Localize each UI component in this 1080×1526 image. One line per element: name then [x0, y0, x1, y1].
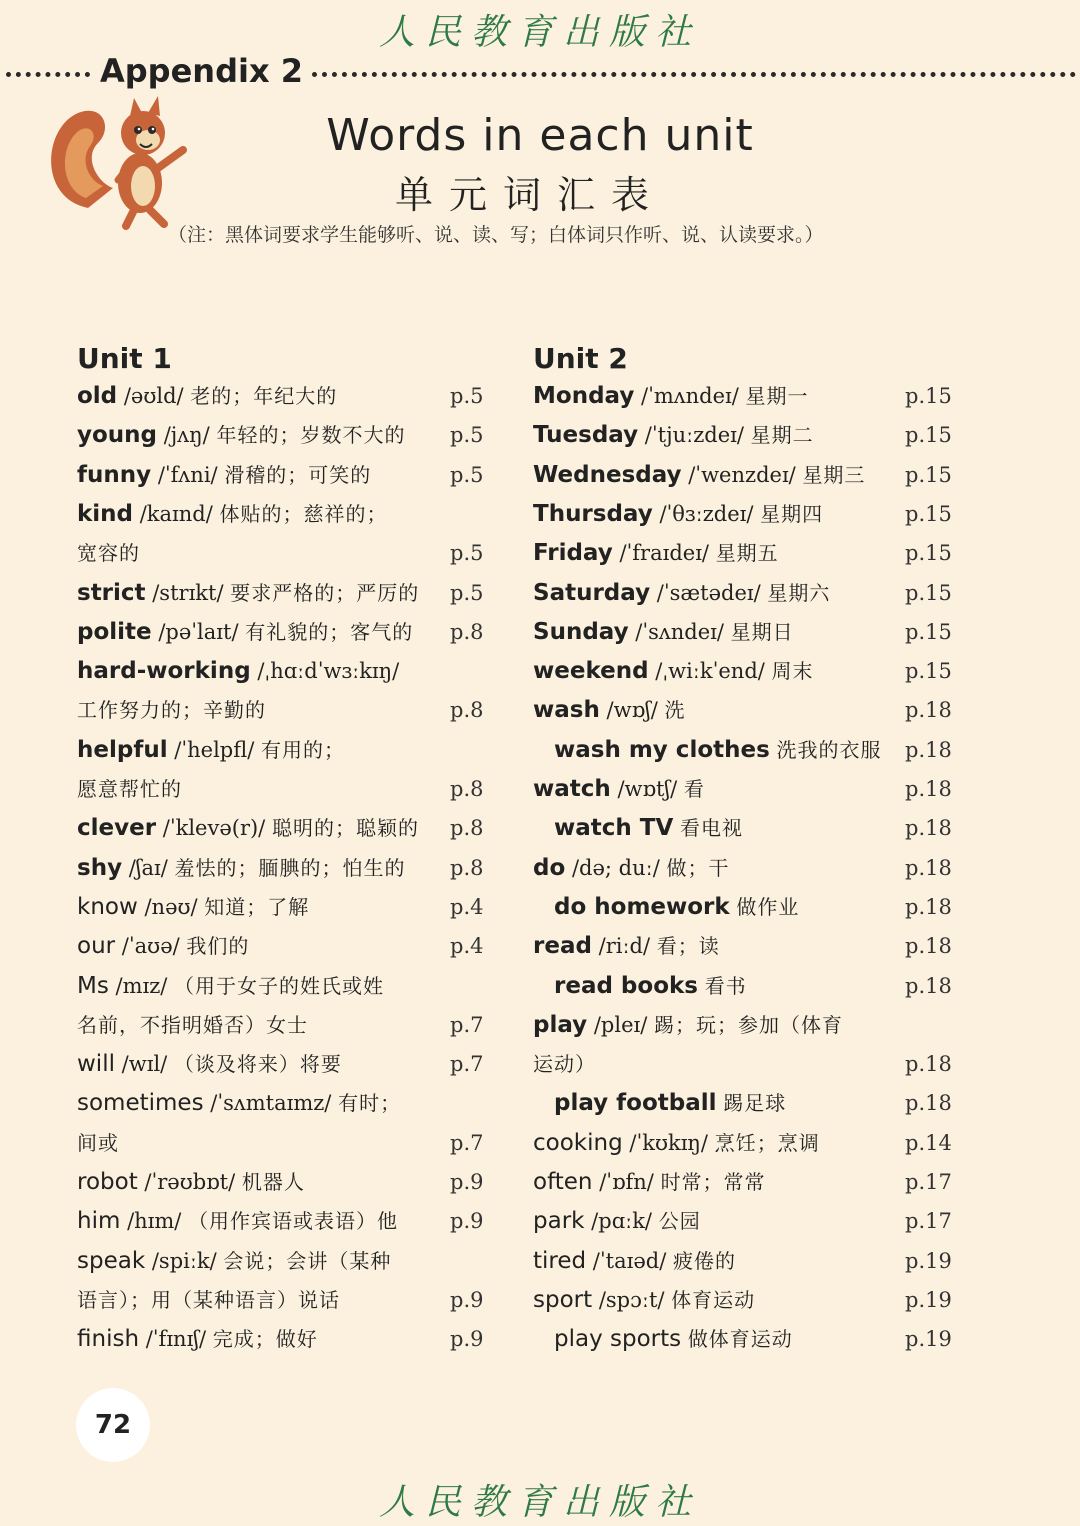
vocab-phonetic: /nəʊ/: [144, 895, 198, 919]
vocab-phonetic: /ˌhɑːdˈwɜːkɪŋ/: [257, 659, 400, 683]
vocab-word: polite: [77, 619, 152, 645]
vocab-line: [533, 1124, 820, 1163]
vocab-page-ref: p.9: [450, 1327, 484, 1351]
vocab-page-ref: p.9: [450, 1288, 484, 1312]
vocab-meaning: 做作业: [736, 895, 800, 919]
vocab-phonetic: /hɪm/: [127, 1209, 182, 1233]
vocab-phonetic: /mɪz/: [115, 974, 168, 998]
vocab-page-ref: p.18: [905, 895, 952, 919]
dotted-rule-left: [6, 72, 90, 77]
vocab-page-ref: p.5: [450, 384, 484, 408]
vocab-word: know: [77, 894, 138, 920]
vocab-meaning: 洗: [664, 698, 686, 722]
vocab-phonetic: /wɒʃ/: [606, 698, 658, 722]
vocab-meaning: 星期二: [750, 423, 814, 447]
vocab-meaning: 有礼貌的；客气的: [245, 620, 414, 644]
vocab-meaning: 踢足球: [723, 1091, 787, 1115]
vocab-page-ref: p.8: [450, 816, 484, 840]
vocab-page-ref: p.8: [450, 620, 484, 644]
vocab-meaning: 宽容的: [77, 541, 140, 565]
vocab-word: do: [533, 855, 566, 881]
vocab-line: [554, 1084, 786, 1123]
vocab-line: [77, 1202, 398, 1241]
vocab-page-ref: p.5: [450, 423, 484, 447]
vocab-page-ref: p.18: [905, 738, 952, 762]
vocab-page-ref: p.17: [905, 1170, 952, 1194]
vocab-page-ref: p.5: [450, 463, 484, 487]
vocab-phonetic: /ˈɒfn/: [599, 1170, 654, 1194]
vocab-meaning: 星期日: [730, 620, 794, 644]
vocab-page-ref: p.5: [450, 581, 484, 605]
vocab-word: Ms: [77, 973, 109, 999]
vocab-line: [77, 456, 371, 495]
vocab-line: [533, 1045, 596, 1084]
vocab-word: Tuesday: [533, 422, 639, 448]
vocab-line: [77, 927, 249, 966]
vocab-page-ref: p.15: [905, 502, 952, 526]
dotted-rule-right: [312, 72, 1076, 77]
vocab-line: [77, 534, 140, 573]
vocab-phonetic: /kaɪnd/: [139, 502, 213, 526]
vocab-phonetic: /pɑːk/: [591, 1209, 653, 1233]
vocab-line: [533, 770, 705, 809]
vocab-word: cooking: [533, 1130, 623, 1156]
vocab-word: helpful: [77, 737, 168, 763]
vocab-meaning: 做；干: [666, 856, 730, 880]
vocab-phonetic: /ʃaɪ/: [128, 856, 168, 880]
vocab-phonetic: /ˈmʌndeɪ/: [641, 384, 739, 408]
vocab-line: [533, 574, 830, 613]
vocab-line: [533, 377, 809, 416]
vocab-meaning: 完成；做好: [212, 1327, 318, 1351]
vocab-line: [77, 731, 345, 770]
vocab-word: read: [533, 933, 592, 959]
vocab-meaning: 做体育运动: [687, 1327, 793, 1351]
vocab-page-ref: p.4: [450, 934, 484, 958]
vocab-line: [77, 495, 388, 534]
appendix-banner: [0, 52, 1080, 92]
vocab-line: [77, 1006, 308, 1045]
vocab-line: [533, 1006, 843, 1045]
vocab-meaning: 机器人: [241, 1170, 305, 1194]
vocab-meaning: 星期三: [802, 463, 866, 487]
vocab-line: [77, 574, 419, 613]
vocab-page-ref: p.15: [905, 463, 952, 487]
vocab-word: play football: [554, 1090, 717, 1116]
vocab-meaning: 看: [683, 777, 705, 801]
vocab-meaning: 星期四: [760, 502, 824, 526]
publisher-header: 人民教育出版社: [378, 12, 701, 53]
vocab-word: play: [533, 1012, 588, 1038]
vocab-line: [554, 888, 799, 927]
vocab-page-ref: p.19: [905, 1288, 952, 1312]
vocab-page-ref: p.18: [905, 777, 952, 801]
vocab-word: Saturday: [533, 580, 651, 606]
vocab-phonetic: /ˈsʌmtaɪmz/: [210, 1091, 332, 1115]
vocab-line: [533, 534, 779, 573]
vocab-meaning: 体育运动: [671, 1288, 756, 1312]
vocab-page-ref: p.9: [450, 1209, 484, 1233]
vocab-page-ref: p.14: [905, 1131, 952, 1155]
vocab-phonetic: /spiːk/: [151, 1249, 217, 1273]
vocab-meaning: （谈及将来）将要: [173, 1052, 342, 1076]
vocab-meaning: 工作努力的；辛勤的: [77, 698, 266, 722]
usage-note: （注：黑体词要求学生能够听、说、读、写；白体词只作听、说、认读要求。）: [168, 224, 824, 246]
vocab-word: kind: [77, 501, 134, 527]
vocab-meaning: 有用的；: [261, 738, 346, 762]
vocab-word: shy: [77, 855, 123, 881]
vocab-meaning: 知道；了解: [204, 895, 310, 919]
vocab-page-ref: p.7: [450, 1131, 484, 1155]
vocab-word: Friday: [533, 540, 613, 566]
vocab-word: watch: [533, 776, 611, 802]
vocab-word: Monday: [533, 383, 635, 409]
vocab-line: [533, 652, 814, 691]
vocab-word: strict: [77, 580, 146, 606]
vocab-phonetic: /ˈtjuːzdeɪ/: [644, 423, 744, 447]
vocab-meaning: 要求严格的；严厉的: [230, 581, 420, 605]
vocab-phonetic: /ˈfɪnɪʃ/: [145, 1327, 207, 1351]
vocab-page-ref: p.19: [905, 1327, 952, 1351]
vocab-word: wash my clothes: [554, 737, 770, 763]
vocab-word: young: [77, 422, 158, 448]
page-title-chinese: 单元词汇表: [394, 173, 665, 217]
vocab-line: [77, 1242, 391, 1281]
vocab-line: [77, 691, 266, 730]
vocab-meaning: 公园: [658, 1209, 701, 1233]
vocab-phonetic: /wɒtʃ/: [617, 777, 678, 801]
vocab-page-ref: p.18: [905, 1091, 952, 1115]
vocab-page-ref: p.4: [450, 895, 484, 919]
vocab-page-ref: p.18: [905, 1052, 952, 1076]
vocab-meaning: 洗我的衣服: [776, 738, 882, 762]
vocab-meaning: 有时；: [338, 1091, 402, 1115]
vocab-meaning: 星期六: [767, 581, 831, 605]
vocab-page-ref: p.19: [905, 1249, 952, 1273]
vocab-meaning: 间或: [77, 1131, 119, 1155]
vocab-line: [77, 1163, 305, 1202]
vocab-line: [533, 1163, 766, 1202]
vocab-line: [77, 770, 182, 809]
vocab-line: [77, 377, 337, 416]
vocab-meaning: 我们的: [186, 934, 250, 958]
vocab-meaning: 时常；常常: [660, 1170, 766, 1194]
vocab-word: sometimes: [77, 1090, 204, 1116]
vocab-phonetic: /strɪkt/: [152, 581, 224, 605]
vocab-word: speak: [77, 1248, 146, 1274]
vocab-page-ref: p.7: [450, 1052, 484, 1076]
vocab-meaning: 运动）: [533, 1052, 596, 1076]
vocab-meaning: （用于女子的姓氏或姓: [174, 974, 385, 998]
vocab-meaning: 踢；玩；参加（体育: [654, 1013, 843, 1037]
vocab-meaning: 语言）；用（某种语言）说话: [77, 1288, 340, 1312]
vocab-word: tired: [533, 1248, 587, 1274]
vocab-phonetic: /ˈθɜːzdeɪ/: [659, 502, 754, 526]
vocab-phonetic: /ˈfraɪdeɪ/: [619, 541, 709, 565]
vocab-page-ref: p.15: [905, 384, 952, 408]
vocab-phonetic: /jʌŋ/: [163, 423, 210, 447]
publisher-footer: 人民教育出版社: [378, 1482, 701, 1523]
vocab-phonetic: /spɔːt/: [598, 1288, 665, 1312]
vocab-phonetic: /ˌwiːkˈend/: [655, 659, 765, 683]
vocab-line: [533, 849, 729, 888]
vocab-word: him: [77, 1208, 121, 1234]
vocab-word: funny: [77, 462, 152, 488]
vocab-page-ref: p.7: [450, 1013, 484, 1037]
vocab-page-ref: p.15: [905, 423, 952, 447]
vocab-line: [77, 613, 413, 652]
vocab-word: park: [533, 1208, 585, 1234]
vocab-word: read books: [554, 973, 698, 999]
vocab-meaning: 聪明的；聪颖的: [271, 816, 419, 840]
vocab-line: [77, 967, 384, 1006]
vocab-phonetic: /ˈaʊə/: [121, 934, 180, 958]
vocab-word: Wednesday: [533, 462, 682, 488]
page-number: 72: [76, 1388, 150, 1462]
vocab-meaning: 看电视: [679, 816, 743, 840]
vocab-line: [533, 1202, 701, 1241]
vocab-phonetic: /ˈklevə(r)/: [162, 816, 266, 840]
vocab-line: [554, 1320, 793, 1359]
vocab-page-ref: p.17: [905, 1209, 952, 1233]
vocab-meaning: 看书: [704, 974, 747, 998]
vocab-line: [554, 731, 881, 770]
vocab-page-ref: p.9: [450, 1170, 484, 1194]
vocab-line: [554, 967, 747, 1006]
vocab-word: will: [77, 1051, 115, 1077]
vocab-page-ref: p.15: [905, 541, 952, 565]
vocab-phonetic: /ˈtaɪəd/: [592, 1249, 667, 1273]
vocab-word: old: [77, 383, 118, 409]
vocab-line: [533, 613, 794, 652]
vocab-word: finish: [77, 1326, 140, 1352]
vocab-page-ref: p.5: [450, 541, 484, 565]
vocab-page-ref: p.8: [450, 856, 484, 880]
vocab-meaning: 名前，不指明婚否）女士: [77, 1013, 308, 1037]
vocab-meaning: （用作宾语或表语）他: [188, 1209, 399, 1233]
vocab-meaning: 星期五: [715, 541, 779, 565]
vocab-page-ref: p.8: [450, 777, 484, 801]
vocab-word: sport: [533, 1287, 593, 1313]
vocab-phonetic: /wɪl/: [121, 1052, 168, 1076]
vocab-meaning: 烹饪；烹调: [714, 1131, 820, 1155]
vocab-meaning: 老的；年纪大的: [190, 384, 338, 408]
vocab-line: [77, 888, 309, 927]
vocab-word: our: [77, 933, 116, 959]
vocab-page-ref: p.15: [905, 620, 952, 644]
vocab-meaning: 体贴的；慈祥的；: [219, 502, 388, 526]
vocab-line: [77, 416, 405, 455]
vocab-page-ref: p.18: [905, 698, 952, 722]
vocab-meaning: 会说；会讲（某种: [223, 1249, 392, 1273]
vocab-page-ref: p.15: [905, 659, 952, 683]
vocab-line: [77, 1124, 119, 1163]
unit-1-heading: Unit 1: [77, 342, 172, 375]
vocab-line: [77, 809, 419, 848]
vocab-phonetic: /riːd/: [598, 934, 651, 958]
vocab-page-ref: p.18: [905, 974, 952, 998]
vocab-page-ref: p.18: [905, 934, 952, 958]
vocab-meaning: 愿意帮忙的: [77, 777, 182, 801]
vocab-word: Sunday: [533, 619, 629, 645]
appendix-label: Appendix 2: [100, 52, 303, 90]
vocab-phonetic: /də; duː/: [571, 856, 660, 880]
vocab-word: wash: [533, 697, 600, 723]
vocab-phonetic: /ˈsætədeɪ/: [656, 581, 761, 605]
vocab-word: weekend: [533, 658, 649, 684]
vocab-phonetic: /ˈhelpfl/: [174, 738, 255, 762]
vocab-phonetic: /ˈkʊkɪŋ/: [629, 1131, 709, 1155]
vocab-page-ref: p.8: [450, 698, 484, 722]
vocab-word: hard-working: [77, 658, 251, 684]
page-title-english: Words in each unit: [326, 110, 754, 161]
vocab-line: [554, 809, 743, 848]
vocab-line: [77, 1045, 342, 1084]
vocab-meaning: 滑稽的；可笑的: [224, 463, 372, 487]
vocab-line: [77, 849, 406, 888]
vocab-line: [533, 1242, 736, 1281]
vocab-line: [77, 652, 399, 691]
vocab-word: robot: [77, 1169, 138, 1195]
vocab-line: [533, 1281, 755, 1320]
vocab-meaning: 看；读: [656, 934, 720, 958]
vocab-word: watch TV: [554, 815, 674, 841]
unit-2-heading: Unit 2: [533, 342, 628, 375]
vocab-line: [77, 1281, 340, 1320]
vocab-page-ref: p.15: [905, 581, 952, 605]
vocab-phonetic: /pəˈlaɪt/: [158, 620, 239, 644]
vocab-phonetic: /ˈwenzdeɪ/: [688, 463, 796, 487]
vocab-word: often: [533, 1169, 593, 1195]
vocab-line: [533, 691, 686, 730]
vocab-meaning: 星期一: [745, 384, 809, 408]
vocab-word: play sports: [554, 1326, 682, 1352]
vocab-word: Thursday: [533, 501, 653, 527]
vocab-line: [77, 1084, 401, 1123]
vocab-line: [533, 495, 823, 534]
vocab-line: [533, 927, 720, 966]
vocab-meaning: 年轻的；岁数不大的: [216, 423, 406, 447]
vocab-phonetic: /pleɪ/: [593, 1013, 648, 1037]
vocab-phonetic: /ˈrəʊbɒt/: [144, 1170, 236, 1194]
vocab-meaning: 疲倦的: [672, 1249, 736, 1273]
vocab-line: [533, 456, 865, 495]
vocab-phonetic: /ˈfʌni/: [157, 463, 218, 487]
vocab-meaning: 羞怯的；腼腆的；怕生的: [174, 856, 406, 880]
vocab-line: [77, 1320, 318, 1359]
vocab-phonetic: /ˈsʌndeɪ/: [635, 620, 724, 644]
vocab-word: do homework: [554, 894, 730, 920]
vocab-meaning: 周末: [771, 659, 814, 683]
vocab-page-ref: p.18: [905, 856, 952, 880]
vocab-page-ref: p.18: [905, 816, 952, 840]
vocab-line: [533, 416, 814, 455]
vocab-word: clever: [77, 815, 157, 841]
vocab-phonetic: /əʊld/: [123, 384, 184, 408]
